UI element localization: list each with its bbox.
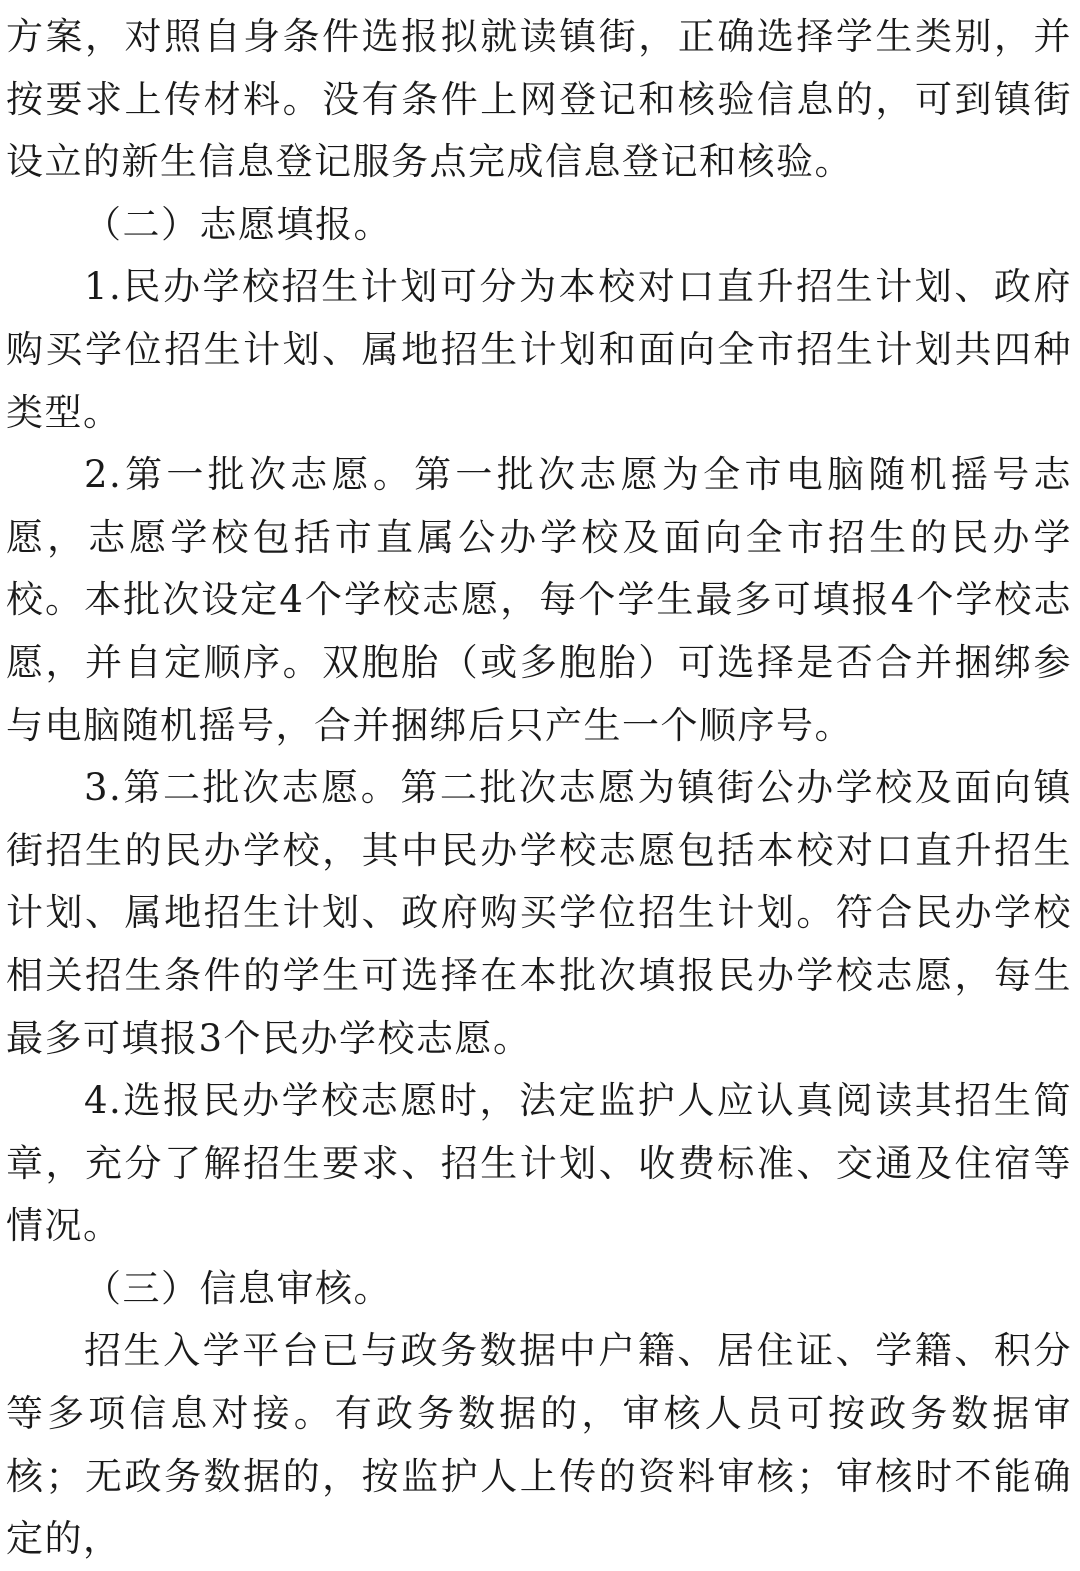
paragraph-item-3: 3.第二批次志愿。第二批次志愿为镇街公办学校及面向镇街招生的民办学校，其中民办学校志愿包括本校对口直升招生计划、属地招生计划、政府购买学位招生计划。符合民办学校相关招生条件的学生可选择在本批次填报民办学校志愿，每生最多可填报3个民办学校志愿。 (6, 766, 1072, 1060)
paragraph-item-1: 1.民办学校招生计划可分为本校对口直升招生计划、政府购买学位招生计划、属地招生计划和面向全市招生计划共四种类型。 (6, 265, 1072, 434)
section-heading-info-review: （三）信息审核。 (84, 1266, 392, 1310)
paragraph-item-2: 2.第一批次志愿。第一批次志愿为全市电脑随机摇号志愿，志愿学校包括市直属公办学校及面向全市招生的民办学校。本批次设定4个学校志愿，每个学生最多可填报4个学校志愿，并自定顺序。双胞胎（或多胞胎）可选择是否合并捆绑参与电脑随机摇号，合并捆绑后只产生一个顺序号。 (6, 453, 1072, 747)
paragraph-info-review: 招生入学平台已与政务数据中户籍、居住证、学籍、积分等多项信息对接。有政务数据的，审核人员可按政务数据审核；无政务数据的，按监护人上传的资料审核；审核时不能确定的， (6, 1329, 1072, 1561)
section-heading-volunteer-filling: （二）志愿填报。 (84, 202, 392, 246)
paragraph-item-4: 4.选报民办学校志愿时，法定监护人应认真阅读其招生简章，充分了解招生要求、招生计划、收费标准、交通及住宿等情况。 (6, 1079, 1072, 1248)
paragraph-continuation: 方案，对照自身条件选报拟就读镇街，正确选择学生类别，并按要求上传材料。没有条件上网登记和核验信息的，可到镇街设立的新生信息登记服务点完成信息登记和核验。 (6, 15, 1072, 184)
document-body (6, 6, 1072, 1571)
